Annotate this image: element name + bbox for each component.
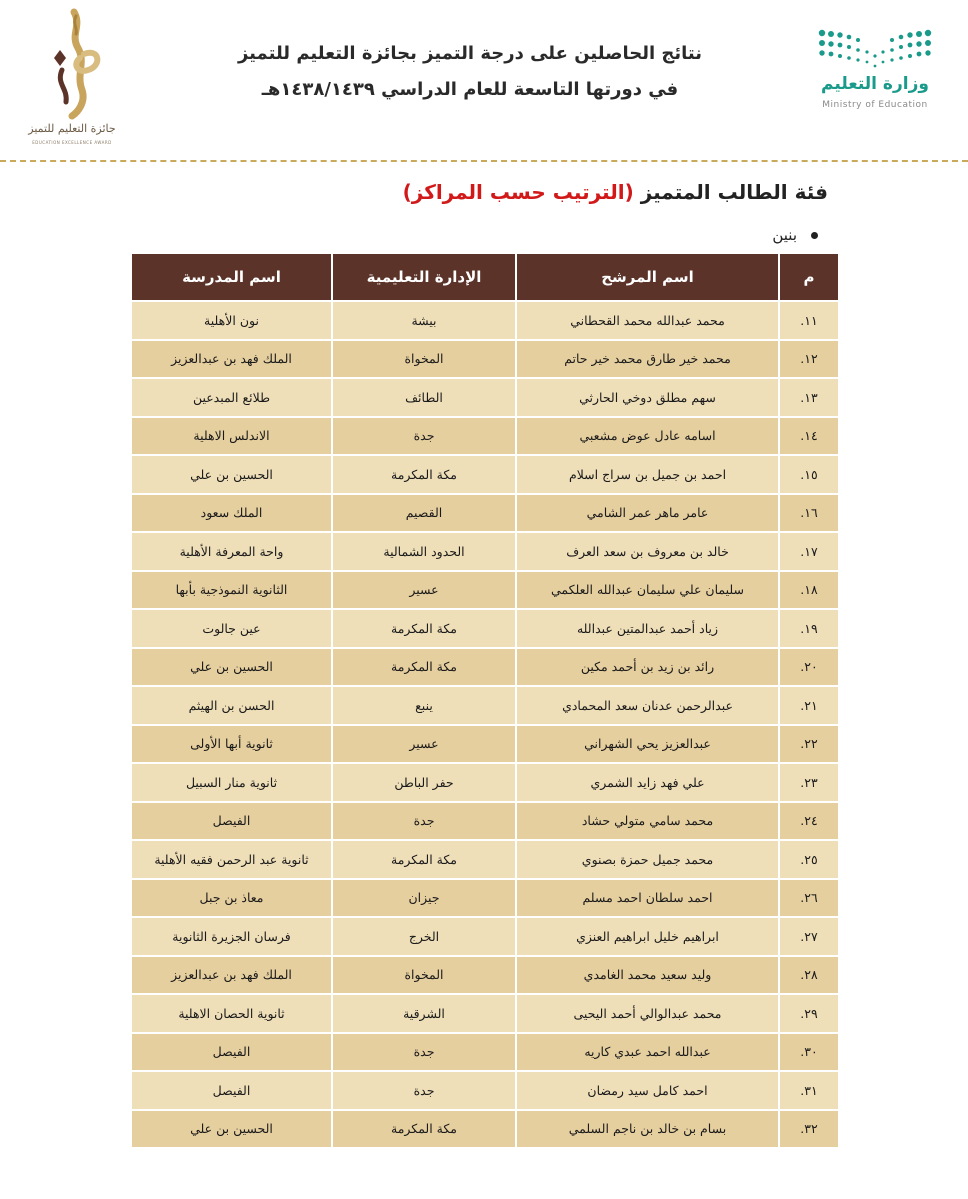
cell-name: عامر ماهر عمر الشامي	[516, 494, 779, 533]
table-row	[131, 417, 839, 456]
table-row	[131, 494, 839, 533]
header-divider	[0, 160, 968, 162]
title-line-1: نتائج الحاصلين على درجة التميز بجائزة التعليم للتميز	[237, 43, 703, 64]
cell-name: محمد عبدالله محمد القحطاني	[516, 301, 779, 340]
cell-school: الحسين بن علي	[131, 1110, 332, 1149]
cell-name: وليد سعيد محمد الغامدي	[516, 956, 779, 995]
table-row	[131, 879, 839, 918]
cell-school: ثانوية عبد الرحمن فقيه الأهلية	[131, 840, 332, 879]
cell-school: الفيصل	[131, 1033, 332, 1072]
cell-name: علي فهد زايد الشمري	[516, 763, 779, 802]
table-row	[131, 532, 839, 571]
cell-school: ثانوية أبها الأولى	[131, 725, 332, 764]
table-header-row	[131, 254, 839, 301]
cell-num: ٣١.	[779, 1071, 839, 1110]
column-header-num: م	[779, 254, 839, 301]
cell-num: ٢٩.	[779, 994, 839, 1033]
cell-school: الحسين بن علي	[131, 648, 332, 687]
cell-name: احمد سلطان احمد مسلم	[516, 879, 779, 918]
cell-admin: حفر الباطن	[332, 763, 516, 802]
cell-school: الحسن بن الهيثم	[131, 686, 332, 725]
cell-school: ثانوية الحصان الاهلية	[131, 994, 332, 1033]
cell-admin: جدة	[332, 417, 516, 456]
cell-num: ٢٢.	[779, 725, 839, 764]
cell-school: نون الأهلية	[131, 301, 332, 340]
cell-name: عبدالرحمن عدنان سعد المحمادي	[516, 686, 779, 725]
cell-name: بسام بن خالد بن ناجم السلمي	[516, 1110, 779, 1149]
cell-num: ١٣.	[779, 378, 839, 417]
table-row	[131, 917, 839, 956]
category-heading	[403, 180, 828, 204]
results-table	[130, 254, 840, 1149]
cell-admin: القصيم	[332, 494, 516, 533]
cell-admin: الشرقية	[332, 994, 516, 1033]
cell-num: ٢٠.	[779, 648, 839, 687]
page-title	[230, 40, 710, 104]
column-header-admin: الإدارة التعليمية	[332, 254, 516, 301]
cell-name: خالد بن معروف بن سعد العرف	[516, 532, 779, 571]
table-row	[131, 340, 839, 379]
cell-name: زياد أحمد عبدالمتين عبدالله	[516, 609, 779, 648]
cell-admin: جيزان	[332, 879, 516, 918]
cell-admin: مكة المكرمة	[332, 840, 516, 879]
cell-school: الملك سعود	[131, 494, 332, 533]
cell-admin: مكة المكرمة	[332, 609, 516, 648]
cell-admin: مكة المكرمة	[332, 1110, 516, 1149]
cell-name: رائد بن زيد بن أحمد مكين	[516, 648, 779, 687]
table-row	[131, 686, 839, 725]
award-logo-subtext: EDUCATION EXCELLENCE AWARD	[32, 140, 112, 145]
cell-admin: الطائف	[332, 378, 516, 417]
cell-school: الفيصل	[131, 1071, 332, 1110]
cell-num: ١٢.	[779, 340, 839, 379]
cell-num: ٢١.	[779, 686, 839, 725]
table-row	[131, 455, 839, 494]
table-row	[131, 802, 839, 841]
cell-name: عبدالله احمد عبدي كاريه	[516, 1033, 779, 1072]
cell-school: الثانوية النموذجية بأبها	[131, 571, 332, 610]
cell-num: ٣٢.	[779, 1110, 839, 1149]
table-row	[131, 725, 839, 764]
cell-num: ٢٣.	[779, 763, 839, 802]
table-row	[131, 301, 839, 340]
cell-school: عين جالوت	[131, 609, 332, 648]
cell-name: احمد بن جميل بن سراج اسلام	[516, 455, 779, 494]
cell-school: طلائع المبدعين	[131, 378, 332, 417]
cell-admin: مكة المكرمة	[332, 455, 516, 494]
cell-name: عبدالعزيز يحي الشهراني	[516, 725, 779, 764]
table-row	[131, 840, 839, 879]
cell-admin: عسير	[332, 725, 516, 764]
column-header-school: اسم المدرسة	[131, 254, 332, 301]
cell-school: ثانوية منار السبيل	[131, 763, 332, 802]
cell-name: محمد جميل حمزة بصنوي	[516, 840, 779, 879]
cell-name: سليمان علي سليمان عبدالله العلكمي	[516, 571, 779, 610]
table-row	[131, 763, 839, 802]
cell-name: احمد كامل سيد رمضان	[516, 1071, 779, 1110]
award-logo-text: جائزة التعليم للتميز	[28, 122, 116, 135]
cell-num: ٢٨.	[779, 956, 839, 995]
cell-admin: ينبع	[332, 686, 516, 725]
cell-school: واحة المعرفة الأهلية	[131, 532, 332, 571]
cell-num: ١٧.	[779, 532, 839, 571]
cell-admin: عسير	[332, 571, 516, 610]
cell-num: ٢٧.	[779, 917, 839, 956]
cell-admin: مكة المكرمة	[332, 648, 516, 687]
page-header	[0, 0, 968, 158]
cell-num: ١٦.	[779, 494, 839, 533]
cell-admin: جدة	[332, 1033, 516, 1072]
table-row	[131, 609, 839, 648]
table-row	[131, 571, 839, 610]
cell-admin: جدة	[332, 1071, 516, 1110]
category-prefix: فئة الطالب المتميز	[640, 180, 828, 204]
cell-num: ١١.	[779, 301, 839, 340]
cell-school: الاندلس الاهلية	[131, 417, 332, 456]
cell-admin: جدة	[332, 802, 516, 841]
bullet-icon	[811, 232, 818, 239]
cell-admin: الحدود الشمالية	[332, 532, 516, 571]
cell-num: ٣٠.	[779, 1033, 839, 1072]
cell-name: ابراهيم خليل ابراهيم العنزي	[516, 917, 779, 956]
cell-num: ١٥.	[779, 455, 839, 494]
category-highlight: (الترتيب حسب المراكز)	[402, 180, 634, 204]
cell-name: سهم مطلق دوخي الحارثي	[516, 378, 779, 417]
award-logo	[22, 4, 122, 154]
table-row	[131, 648, 839, 687]
award-calligraphy-icon	[22, 4, 122, 122]
ministry-logo	[812, 28, 938, 120]
cell-num: ٢٥.	[779, 840, 839, 879]
cell-school: معاذ بن جبل	[131, 879, 332, 918]
ministry-logo-english: Ministry of Education	[822, 100, 928, 110]
title-line-2: في دورتها التاسعة للعام الدراسي ١٤٣٨/١٤٣٩هـ	[261, 79, 679, 100]
cell-num: ٢٤.	[779, 802, 839, 841]
cell-name: محمد سامي متولي حشاد	[516, 802, 779, 841]
cell-school: الحسين بن علي	[131, 455, 332, 494]
cell-school: فرسان الجزيرة الثانوية	[131, 917, 332, 956]
cell-admin: المخواة	[332, 956, 516, 995]
table-row	[131, 956, 839, 995]
cell-admin: المخواة	[332, 340, 516, 379]
cell-admin: بيشة	[332, 301, 516, 340]
cell-num: ١٤.	[779, 417, 839, 456]
table-row	[131, 1071, 839, 1110]
cell-name: محمد خير طارق محمد خير حاتم	[516, 340, 779, 379]
subcategory-label: بنين	[772, 226, 797, 244]
cell-num: ١٨.	[779, 571, 839, 610]
column-header-name: اسم المرشح	[516, 254, 779, 301]
table-row	[131, 1033, 839, 1072]
table-row	[131, 378, 839, 417]
ministry-dots-icon	[812, 28, 938, 72]
ministry-logo-arabic: وزارة التعليم	[821, 74, 929, 94]
subcategory	[772, 226, 818, 244]
cell-name: محمد عبدالوالي أحمد اليحيى	[516, 994, 779, 1033]
cell-admin: الخرج	[332, 917, 516, 956]
cell-school: الفيصل	[131, 802, 332, 841]
cell-num: ١٩.	[779, 609, 839, 648]
table-body	[131, 301, 839, 1148]
cell-school: الملك فهد بن عبدالعزيز	[131, 340, 332, 379]
cell-school: الملك فهد بن عبدالعزيز	[131, 956, 332, 995]
table-row	[131, 994, 839, 1033]
table-row	[131, 1110, 839, 1149]
cell-num: ٢٦.	[779, 879, 839, 918]
cell-name: اسامه عادل عوض مشعبي	[516, 417, 779, 456]
